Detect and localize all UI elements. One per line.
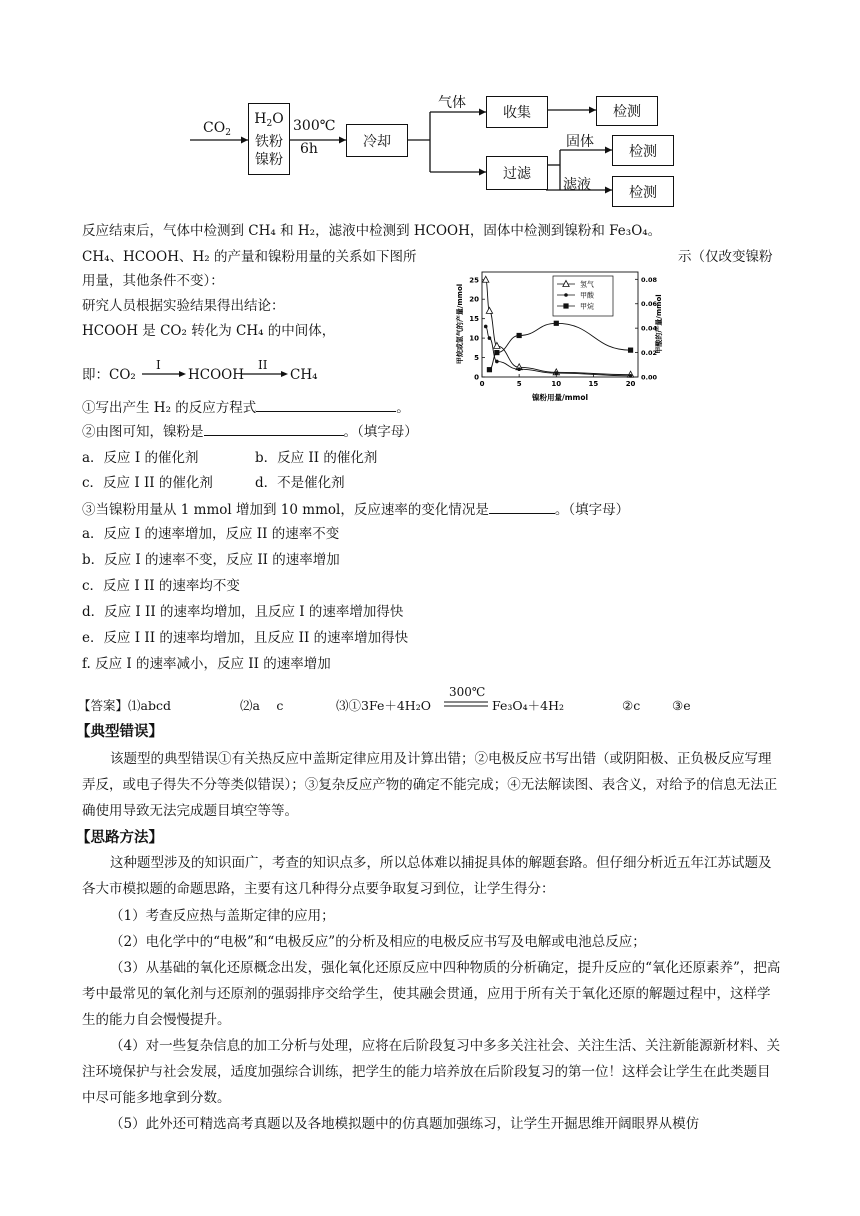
conversion-prefix: 即：CO₂ [82, 367, 136, 383]
series-2-point-4 [628, 348, 633, 353]
y-right-label: 甲酸的产量/mmol [655, 294, 663, 354]
condition-time: 6h [300, 141, 318, 157]
text-line-2a: CH₄、HCOOH、H₂ 的产量和镍粉用量的关系如下图所 [82, 249, 417, 265]
option-d: d．不是催化剂 [255, 475, 345, 491]
rate-option-c: c．反应 I II 的速率均不变 [82, 578, 240, 594]
answer-blank-2[interactable] [204, 422, 344, 436]
reactor-iron: 铁粉 [255, 133, 283, 150]
reactor-nickel: 镍粉 [255, 151, 283, 168]
answer-part-3: ⑶①3Fe＋4H₂O [336, 698, 431, 713]
answer-blank-1[interactable] [256, 398, 396, 412]
cool-box: 冷却 [346, 124, 408, 157]
rate-option-e: e．反应 I II 的速率均增加，且反应 II 的速率增加得快 [82, 630, 409, 646]
y-right-tick-label-0.08: 0.08 [641, 275, 658, 284]
reactor-box [248, 103, 290, 175]
solid-label: 固体 [566, 134, 594, 150]
errors-heading: 【典型错误】 [76, 723, 163, 740]
y-left-tick-label-20: 20 [469, 295, 479, 304]
text-line-1: 反应结束后，气体中检测到 CH₄ 和 H₂，滤液中检测到 HCOOH，固体中检测到镍粉和 Fe₃O₄。 [82, 223, 662, 239]
question-2: ②由图可知，镍粉是 。（填字母） [82, 424, 418, 440]
series-0-point-2 [494, 342, 500, 348]
conversion-mid: HCOOH [188, 367, 245, 383]
method-intro: 这种题型涉及的知识面广，考查的知识点多，所以总体难以捕捉具体的解题套路。但仔细分析近五年江苏试题及各大市模拟题的命题思路，主要有这几种得分点要争取复习到位，让学生得分： [82, 855, 772, 897]
y-right-tick-label-0.00: 0.00 [641, 373, 658, 382]
series-2-point-1 [494, 350, 499, 355]
answer-part-3c: ③e [672, 698, 691, 713]
x-axis-label: 镍粉用量/mmol [531, 393, 589, 402]
step-one-label: I [156, 358, 161, 372]
question-1: ①写出产生 H₂ 的反应方程式 。 [82, 400, 410, 416]
legend-label-0: 氢气 [580, 280, 594, 289]
answer-label: 【答案】⑴abcd [78, 698, 171, 713]
option-c: c．反应 I II 的催化剂 [82, 475, 213, 491]
answer-part-2: ⑵a c [240, 698, 284, 713]
rate-option-a: a．反应 I 的速率增加，反应 II 的速率不变 [82, 526, 340, 542]
equilibrium-sign [444, 700, 488, 708]
x-tick-label-0: 0 [479, 380, 485, 388]
answer-part-3b: ②c [622, 698, 641, 713]
collect-box: 收集 [486, 96, 548, 128]
method-point-5: （5）此外还可精选高考真题以及各地模拟题中的仿真题加强练习，让学生开掘思维开阔眼界从模仿 [110, 1116, 700, 1132]
method-point-1: （1）考查反应热与盖斯定律的应用； [110, 908, 335, 924]
series-1-point-0 [484, 325, 488, 329]
series-0-point-0 [483, 276, 489, 282]
rate-option-f: f. 反应 I 的速率减小，反应 II 的速率增加 [82, 656, 331, 672]
x-tick-label-10: 10 [551, 380, 562, 388]
series-2-point-2 [517, 333, 522, 338]
condition-temp: 300℃ [293, 118, 336, 134]
y-right-tick-label-0.04: 0.04 [641, 324, 658, 333]
series-1-point-4 [554, 371, 558, 375]
series-1-point-5 [629, 374, 633, 378]
answer-products: Fe₃O₄＋4H₂ [492, 698, 565, 713]
y-left-label: 甲烷或氢气的产量/mmol [456, 283, 464, 365]
method-point-3: （3）从基础的氧化还原概念出发，强化氧化还原反应中四种物质的分析确定，提升反应的“氧化还原素养”，把高考中最常见的氧化剂与还原剂的强弱排序交给学生，使其融会贯通，应用于所有关于氧化还原的解题过程中，这样学生的能力自会慢慢提升。 [82, 960, 781, 1028]
answer-blank-3[interactable] [489, 500, 555, 514]
y-left-tick-label-5: 5 [474, 354, 479, 363]
answer-condition: 300℃ [449, 685, 486, 699]
y-left-tick-label-15: 15 [469, 315, 479, 324]
series-line-2 [489, 323, 630, 369]
reactor-water: $H_2O$ [254, 110, 284, 129]
gas-label: 气体 [438, 95, 466, 111]
option-b: b．反应 II 的催化剂 [255, 450, 378, 466]
chart-legend [553, 276, 613, 316]
co2-label: $CO_2$ [203, 120, 231, 138]
rate-option-b: b．反应 I 的速率不变，反应 II 的速率增加 [82, 552, 340, 568]
filter-box: 过滤 [486, 156, 548, 190]
detect-gas-box: 检测 [596, 96, 658, 126]
legend-marker-1 [564, 293, 568, 297]
errors-body: 该题型的典型错误①有关热反应中盖斯定律应用及计算出错；②电极反应书写出错（或阴阳极、正负极反应写理弄反，或电子得失不分等类似错误）；③复杂反应产物的确定不能完成；④无法解读图、表含义，对给予的信息无法正确使用导致无法完成题目填空等等。 [82, 751, 778, 819]
option-a: a．反应 I 的催化剂 [82, 450, 199, 466]
series-1-point-2 [495, 360, 499, 364]
filtrate-label: 滤液 [563, 177, 591, 193]
x-tick-label-20: 20 [625, 380, 636, 388]
text-line-4: 研究人员根据实验结果得出结论： [82, 298, 285, 314]
series-1-point-1 [488, 336, 492, 340]
rate-option-d: d．反应 I II 的速率均增加，且反应 I 的速率增加得快 [82, 604, 404, 620]
yield-chart [450, 262, 670, 407]
series-line-1 [486, 326, 631, 375]
y-left-tick-label-25: 25 [469, 276, 479, 285]
detect-filtrate-box: 检测 [612, 176, 674, 207]
legend-marker-2 [563, 303, 568, 308]
series-0-point-1 [486, 307, 492, 313]
x-tick-label-15: 15 [588, 380, 599, 388]
flow-diagram-lines [0, 0, 860, 215]
detect-solid-box: 检测 [612, 135, 674, 166]
y-left-tick-label-0: 0 [474, 373, 479, 382]
method-point-2: （2）电化学中的“电极”和“电极反应”的分析及相应的电极反应书写及电解或电池总反应； [110, 934, 646, 950]
series-2-point-0 [487, 367, 492, 372]
conversion-end: CH₄ [290, 367, 318, 383]
y-left-tick-label-10: 10 [469, 334, 479, 343]
method-heading: 【思路方法】 [76, 829, 163, 846]
y-right-tick-label-0.06: 0.06 [641, 300, 658, 309]
legend-label-1: 甲酸 [580, 291, 594, 300]
series-1-point-3 [517, 367, 521, 371]
y-right-tick-label-0.02: 0.02 [641, 349, 658, 358]
method-point-4: （4）对一些复杂信息的加工分析与处理，应将在后阶段复习中多多关注社会、关注生活、关注新能源新材料、关注环境保护与社会发展，适度加强综合训练，把学生的能力培养放在后阶段复习的第一位！这样会让学生在此类题目中尽可能多地拿到分数。 [82, 1038, 781, 1106]
text-line-3: 用量，其他条件不变）： [82, 273, 224, 289]
question-3: ③当镍粉用量从 1 mmol 增加到 10 mmol，反应速率的变化情况是 。（填字母） [82, 502, 630, 518]
text-line-2b: 示（仅改变镍粉 [678, 249, 773, 265]
legend-label-2: 甲烷 [580, 302, 594, 311]
series-2-point-3 [554, 321, 559, 326]
x-tick-label-5: 5 [516, 380, 522, 388]
text-line-5: HCOOH 是 CO₂ 转化为 CH₄ 的中间体， [82, 323, 336, 339]
step-two-label: II [258, 358, 268, 372]
